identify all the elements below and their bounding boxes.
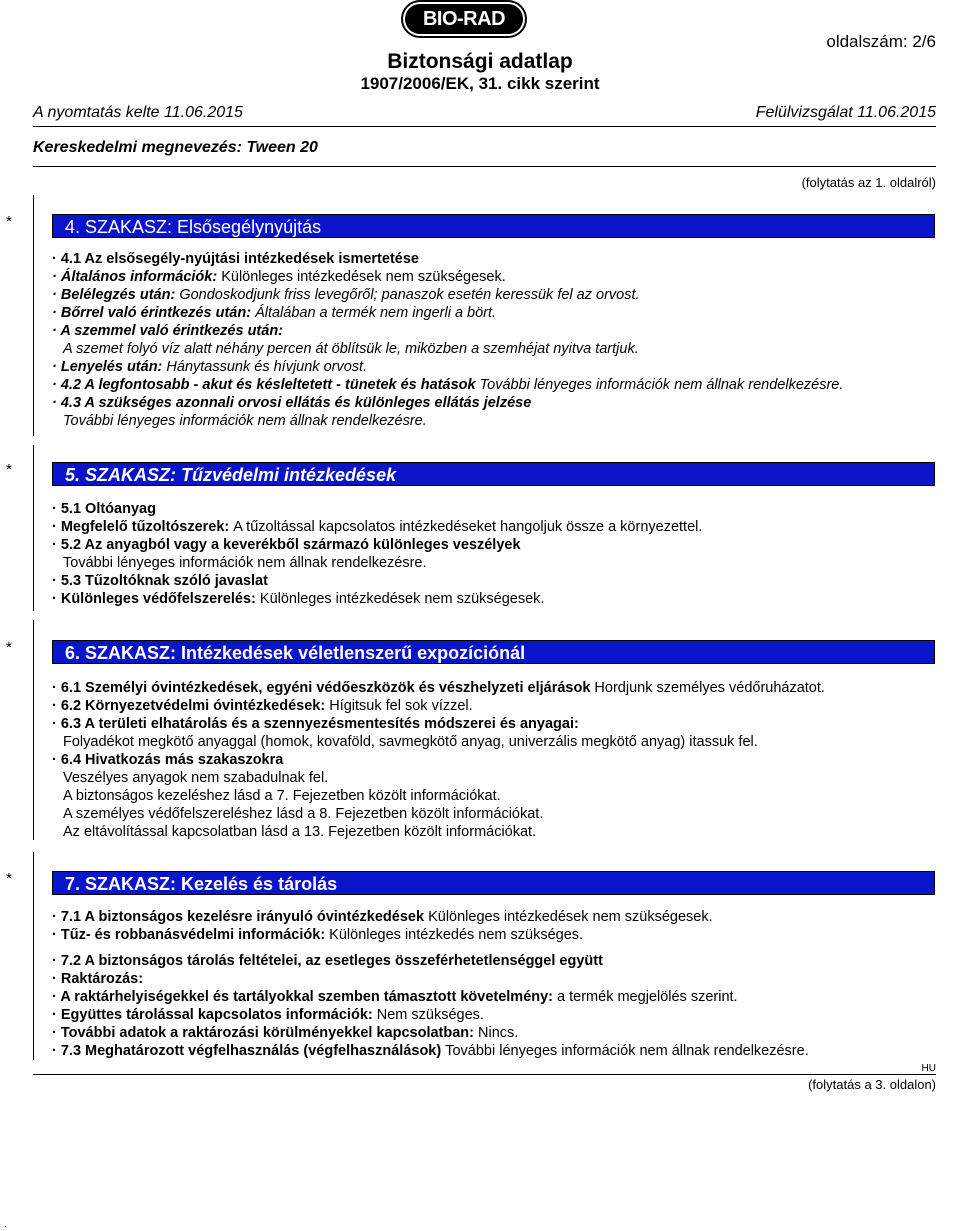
list-item: · 5.2 Az anyagból vagy a keverékből származó különleges veszélyek (52, 537, 521, 553)
list-item: · 7.3 Meghatározott végfelhasználás (végfelhasználások) További lényeges információk nem állnak rendelkezésre. (52, 1043, 809, 1059)
list-item: · Általános információk: Különleges intézkedések nem szükségesek. (52, 269, 506, 285)
section-title: 6. SZAKASZ: Intézkedések véletlenszerű expozíciónál (65, 643, 526, 663)
change-marker: * (6, 461, 12, 478)
list-item: · 4.3 A szükséges azonnali orvosi ellátás és különleges ellátás jelzése (52, 395, 532, 411)
list-item: · 7.1 A biztonságos kezelésre irányuló óvintézkedések Különleges intézkedések nem szükségesek. (52, 909, 713, 925)
list-item: · 4.1 Az elsősegély-nyújtási intézkedések ismertetése (52, 251, 419, 267)
language-code: HU (921, 1063, 936, 1074)
list-item: · 6.4 Hivatkozás más szakaszokra (52, 752, 284, 768)
section-sidebar-line (33, 195, 34, 436)
list-item: Veszélyes anyagok nem szabadulnak fel. (63, 770, 329, 786)
section-4-heading (52, 214, 935, 238)
list-item: · Megfelelő tűzoltószerek: A tűzoltással kapcsolatos intézkedéseket hangoljuk össze a környezettel. (52, 519, 703, 535)
list-item: · Együttes tárolással kapcsolatos információk: Nem szükséges. (52, 1007, 484, 1023)
logo-text: BIO-RAD (422, 7, 506, 30)
list-item: A biztonságos kezeléshez lásd a 7. Fejezetben közölt információkat. (63, 788, 501, 804)
list-item: · Bőrrel való érintkezés után: Általában a termék nem ingerli a bört. (52, 305, 497, 321)
section-title: 7. SZAKASZ: Kezelés és tárolás (65, 874, 338, 894)
list-item: · 5.1 Oltóanyag (52, 501, 156, 517)
list-item: A személyes védőfelszereléshez lásd a 8. Fejezetben közölt információkat. (63, 806, 544, 822)
section-sidebar-line (33, 445, 34, 611)
list-item: · Raktározás: (52, 971, 144, 987)
section-6-heading (52, 640, 935, 664)
header-divider (33, 126, 936, 127)
list-item: További lényeges információk nem állnak rendelkezésre. (63, 413, 427, 429)
corner-mark: · (4, 1222, 7, 1231)
document-subtitle: 1907/2006/EK, 31. cikk szerint (360, 74, 600, 93)
list-item: · Tűz- és robbanásvédelmi információk: Különleges intézkedés nem szükséges. (52, 927, 584, 943)
list-item: · Belélegzés után: Gondoskodjunk friss levegőről; panaszok esetén keressük fel az orvost. (52, 287, 640, 303)
change-marker: * (6, 639, 12, 656)
trade-divider (33, 166, 936, 167)
list-item: · Lenyelés után: Hánytassunk és hívjunk orvost. (52, 359, 368, 375)
section-title: 5. SZAKASZ: Tűzvédelmi intézkedések (65, 465, 397, 485)
list-item: · 5.3 Tűzoltóknak szóló javaslat (52, 573, 268, 589)
list-item: · A szemmel való érintkezés után: (52, 323, 284, 339)
section-5-heading (52, 462, 935, 486)
section-title: 4. SZAKASZ: Elsősegélynyújtás (65, 217, 322, 237)
list-item: További lényeges információk nem állnak rendelkezésre. (63, 555, 427, 571)
list-item: Folyadékot megkötő anyaggal (homok, kovaföld, savmegkötő anyag, univerzális megkötő anyag) itassuk fel. (63, 734, 758, 750)
trade-name: Kereskedelmi megnevezés: Tween 20 (33, 139, 318, 156)
continued-from: (folytatás az 1. oldalról) (801, 175, 936, 190)
section-sidebar-line (33, 620, 34, 840)
revision-date: Felülvizsgálat 11.06.2015 (755, 104, 936, 121)
document-title: Biztonsági adatlap (387, 50, 573, 73)
list-item: · 7.2 A biztonságos tárolás feltételei, az esetleges összeférhetetlenséggel együtt (52, 953, 603, 969)
list-item: · További adatok a raktározási körülményekkel kapcsolatban: Nincs. (52, 1025, 519, 1041)
continued-to: (folytatás a 3. oldalon) (808, 1077, 936, 1092)
list-item: · 6.3 A területi elhatárolás és a szennyezésmentesítés módszerei és anyagai: (52, 716, 579, 732)
change-marker: * (6, 870, 12, 887)
bio-rad-logo (405, 4, 523, 34)
list-item: · 6.1 Személyi óvintézkedések, egyéni védőeszközök és vészhelyzeti eljárások Hordjunk személyes védőruházatot. (52, 680, 825, 696)
section-7-heading (52, 871, 935, 895)
list-item: Az eltávolítással kapcsolatban lásd a 13. Fejezetben közölt információkat. (63, 824, 537, 840)
list-item: · A raktárhelyiségekkel és tartályokkal szemben támasztott követelmény: a termék megjelölés szerint. (52, 989, 738, 1005)
list-item: · 4.2 A legfontosabb - akut és késleltetett - tünetek és hatások További lényeges információk nem állnak rendelkezésre. (52, 377, 844, 393)
list-item: · Különleges védőfelszerelés: Különleges intézkedések nem szükségesek. (52, 591, 545, 607)
change-marker: * (6, 213, 12, 230)
section-sidebar-line (33, 852, 34, 1060)
footer-divider (33, 1074, 936, 1075)
page-number: oldalszám: 2/6 (826, 32, 936, 51)
print-date: A nyomtatás kelte 11.06.2015 (33, 104, 243, 121)
list-item: A szemet folyó víz alatt néhány percen át öblítsük le, miközben a szemhéjat nyitva tartjuk. (63, 341, 639, 357)
list-item: · 6.2 Környezetvédelmi óvintézkedések: Hígitsuk fel sok vízzel. (52, 698, 473, 714)
